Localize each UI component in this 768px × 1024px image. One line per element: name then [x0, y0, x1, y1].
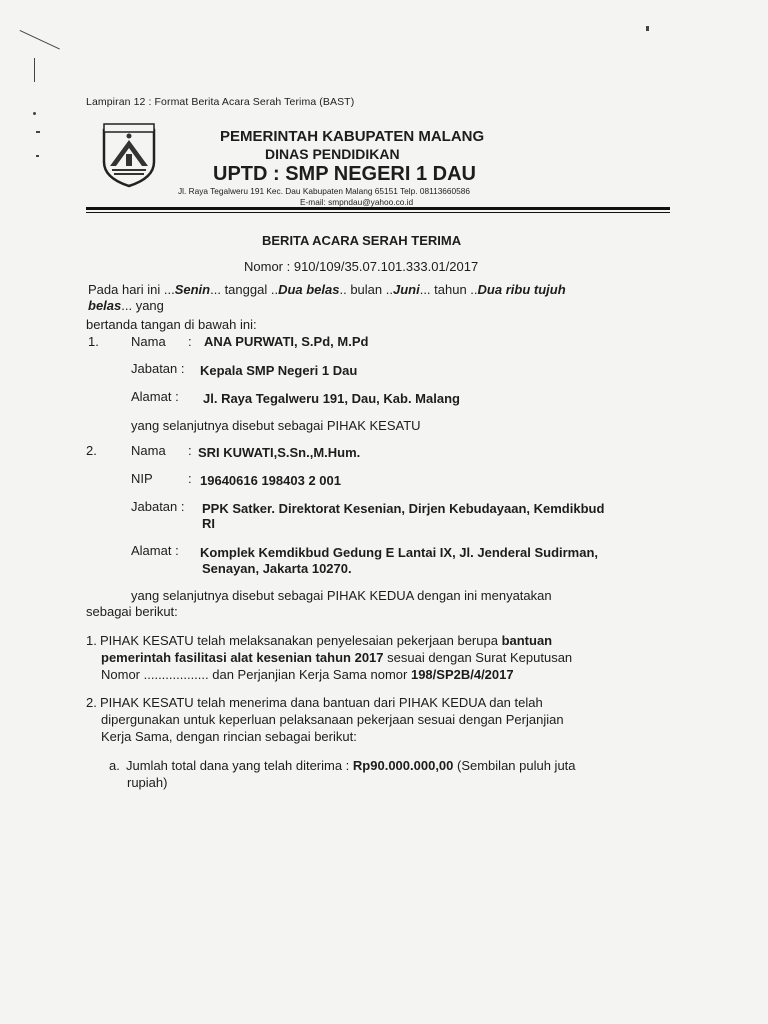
point1-text: Nomor .................. dan Perjanjian Kerja Sama nomor	[101, 667, 411, 682]
point1-agreement-number: 198/SP2B/4/2017	[410, 667, 514, 682]
point1-text: sesuai dengan Surat Keputusan	[383, 650, 573, 665]
point2-line1: PIHAK KESATU telah menerima dana bantuan dari PIHAK KEDUA dan telah	[100, 695, 543, 710]
party1-address-label: Alamat :	[131, 389, 179, 404]
subpoint-a-text: (Sembilan puluh juta	[453, 758, 576, 773]
point1-text: PIHAK KESATU telah melaksanakan penyelesaian pekerjaan berupa	[100, 633, 502, 648]
party2-address-line2: Senayan, Jakarta 10270.	[202, 561, 352, 576]
party2-address-label: Alamat :	[131, 543, 179, 558]
party2-designation-line2: sebagai berikut:	[86, 604, 178, 619]
party2-name-separator: :	[188, 443, 192, 458]
party2-nip-label: NIP	[131, 471, 153, 486]
point1-line2	[101, 650, 572, 665]
attachment-label: Lampiran 12 : Format Berita Acara Serah Terima (BAST)	[86, 96, 355, 108]
document-number: Nomor : 910/109/35.07.101.333.01/2017	[244, 259, 479, 274]
party1-name-label: Nama	[131, 334, 166, 349]
letterhead-department: DINAS PENDIDIKAN	[265, 146, 400, 162]
opening-month: Juni	[392, 282, 420, 297]
party1-name: ANA PURWATI, S.Pd, M.Pd	[204, 334, 369, 349]
scan-mark	[36, 155, 39, 157]
party2-address-line1: Komplek Kemdikbud Gedung E Lantai IX, Jl. Jenderal Sudirman,	[200, 545, 599, 560]
opening-text: ... yang	[121, 298, 164, 313]
party1-position-label: Jabatan :	[131, 361, 185, 376]
opening-date: Dua belas	[278, 282, 340, 297]
point1-emphasis: pemerintah fasilitasi alat kesenian tahun 2017	[101, 650, 384, 665]
subpoint-a-line1	[126, 758, 576, 773]
document-title: BERITA ACARA SERAH TERIMA	[262, 233, 462, 248]
party2-position-label: Jabatan :	[131, 499, 185, 514]
subpoint-a-amount: Rp90.000.000,00	[352, 758, 454, 773]
opening-line-3: bertanda tangan di bawah ini:	[86, 317, 257, 332]
point1-number: 1.	[86, 633, 97, 648]
party2-designation-line1: yang selanjutnya disebut sebagai PIHAK KEDUA dengan ini menyatakan	[131, 588, 552, 603]
party1-address: Jl. Raya Tegalweru 191, Dau, Kab. Malang	[203, 391, 460, 406]
scan-mark	[34, 58, 35, 82]
subpoint-a-label: a.	[109, 758, 120, 773]
letterhead-email: E-mail: smpndau@yahoo.co.id	[300, 197, 414, 207]
letterhead-school: UPTD : SMP NEGERI 1 DAU	[213, 163, 476, 185]
party2-name-label: Nama	[131, 443, 166, 458]
opening-day: Senin	[174, 282, 211, 297]
letterhead-rule	[86, 207, 670, 210]
opening-line-1	[88, 282, 566, 297]
point2-number: 2.	[86, 695, 97, 710]
scan-mark	[33, 112, 36, 115]
party2-nip: 19640616 198403 2 001	[200, 473, 341, 488]
opening-line-2	[88, 298, 164, 313]
party1-position: Kepala SMP Negeri 1 Dau	[200, 363, 358, 378]
point2-line2: dipergunakan untuk keperluan pelaksanaan pekerjaan sesuai dengan Perjanjian	[101, 712, 564, 727]
opening-year: Dua ribu tujuh	[477, 282, 566, 297]
regency-seal-logo	[100, 122, 158, 188]
party1-number: 1.	[88, 334, 99, 349]
party2-position-line1: PPK Satker. Direktorat Kesenian, Dirjen Kebudayaan, Kemdikbud	[202, 501, 605, 516]
point1-line1	[100, 633, 552, 648]
opening-year: belas	[88, 298, 122, 313]
subpoint-a-text: Jumlah total dana yang telah diterima :	[126, 758, 353, 773]
party1-name-separator: :	[188, 334, 192, 349]
scan-mark	[20, 30, 60, 50]
letterhead-government: PEMERINTAH KABUPATEN MALANG	[220, 128, 485, 145]
opening-text: ... tahun ..	[419, 282, 478, 297]
party2-nip-separator: :	[188, 471, 192, 486]
party2-position-line2: RI	[202, 516, 215, 531]
scan-mark	[36, 131, 40, 133]
opening-text: Pada hari ini ...	[88, 282, 175, 297]
scan-mark	[646, 26, 649, 31]
party2-name: SRI KUWATI,S.Sn.,M.Hum.	[198, 445, 361, 460]
subpoint-a-line2: rupiah)	[127, 775, 168, 790]
opening-text: .. bulan ..	[339, 282, 393, 297]
letterhead-rule-thin	[86, 212, 670, 213]
point2-line3: Kerja Sama, dengan rincian sebagai berikut:	[101, 729, 357, 744]
point1-line3	[101, 667, 514, 682]
opening-text: ... tanggal ..	[210, 282, 279, 297]
party2-number: 2.	[86, 443, 97, 458]
letterhead-address: Jl. Raya Tegalweru 191 Kec. Dau Kabupaten Malang 65151 Telp. 08113660586	[178, 186, 470, 196]
party1-designation: yang selanjutnya disebut sebagai PIHAK KESATU	[131, 418, 421, 433]
point1-emphasis: bantuan	[501, 633, 553, 648]
